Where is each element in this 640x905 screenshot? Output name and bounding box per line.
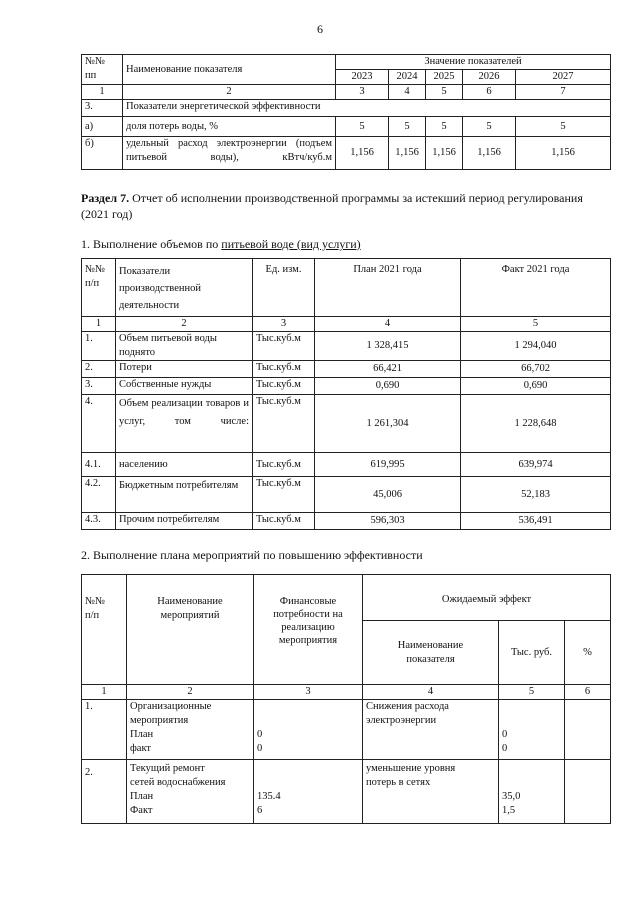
energy-indicators-table [81, 54, 611, 170]
row-indicator: уменьшение уровня потерь в сетях [363, 760, 499, 824]
row-num: 3. [82, 378, 116, 395]
column-number: 3 [253, 317, 315, 332]
header-percent: % [565, 621, 611, 685]
row-name: Прочим потребителям [116, 513, 253, 530]
header-num: №№ п/п [82, 259, 116, 317]
column-number: 1 [82, 317, 116, 332]
column-number: 6 [463, 85, 516, 100]
row-fact: 66,702 [461, 361, 611, 378]
row-fact: 0,690 [461, 378, 611, 395]
column-number: 4 [389, 85, 426, 100]
volumes-heading [81, 236, 610, 252]
header-indicator-name: Наименование показателя [123, 55, 336, 85]
header-fact: Факт 2021 года [461, 259, 611, 317]
row-unit: Тыс.куб.м [253, 378, 315, 395]
efficiency-heading: 2. Выполнение плана мероприятий по повышению эффективности [81, 548, 423, 562]
header-row [82, 259, 611, 317]
row-indicator: Снижения расхода электроэнергии [363, 700, 499, 760]
row-percent [565, 760, 611, 824]
row-plan: 596,303 [315, 513, 461, 530]
row-value: 5 [336, 117, 389, 137]
header-indicator: Наименование показателя [363, 621, 499, 685]
header-plan: План 2021 года [315, 259, 461, 317]
row-fact: 1 228,648 [461, 395, 611, 453]
table-row [82, 453, 611, 477]
row-value: 5 [426, 117, 463, 137]
header-thousand-rub: Тыс. руб. [499, 621, 565, 685]
row-financing: 0 0 [254, 700, 363, 760]
table-row [82, 513, 611, 530]
row-value: 1,156 [426, 137, 463, 170]
column-number: 5 [499, 685, 565, 700]
table-row [82, 760, 611, 824]
column-number: 7 [516, 85, 611, 100]
row-value: 1,156 [389, 137, 426, 170]
section7-paragraph [81, 190, 610, 222]
row-value: 1,156 [463, 137, 516, 170]
row-unit: Тыс.куб.м [253, 453, 315, 477]
row-num: 4.2. [82, 477, 116, 513]
row-num: 1. [82, 700, 127, 760]
row-num: 2. [82, 361, 116, 378]
column-number: 2 [116, 317, 253, 332]
column-number: 4 [363, 685, 499, 700]
header-num: №№ пп [82, 55, 123, 85]
row-name: Объем питьевой воды поднято [116, 332, 253, 361]
header-num: №№ п/п [82, 575, 127, 685]
production-volumes-table [81, 258, 611, 530]
row-percent [565, 700, 611, 760]
row-plan: 619,995 [315, 453, 461, 477]
page-number: 6 [317, 22, 323, 36]
table-row [82, 378, 611, 395]
row-num: 4.3. [82, 513, 116, 530]
column-number: 4 [315, 317, 461, 332]
row-num: 2. [82, 760, 127, 824]
table-row [82, 700, 611, 760]
row-plan: 1 261,304 [315, 395, 461, 453]
section7-title: Отчет об исполнении производственной программы за истекший период регулирования (2021 год) [81, 191, 583, 221]
section-title: Показатели энергетической эффективности [123, 100, 611, 117]
row-thousand-rub: 0 0 [499, 700, 565, 760]
row-fact: 1 294,040 [461, 332, 611, 361]
row-num: 1. [82, 332, 116, 361]
column-numbers-row [82, 85, 611, 100]
table-row [82, 117, 611, 137]
row-value: 5 [389, 117, 426, 137]
header-indicators: Показатели производственной деятельности [116, 259, 253, 317]
row-fact: 52,183 [461, 477, 611, 513]
table-row [82, 137, 611, 170]
header-year: 2027 [516, 70, 611, 85]
row-value: 5 [463, 117, 516, 137]
row-unit: Тыс.куб.м [253, 513, 315, 530]
header-year: 2023 [336, 70, 389, 85]
row-name: Потери [116, 361, 253, 378]
header-values: Значение показателей [336, 55, 611, 70]
row-fact: 536,491 [461, 513, 611, 530]
row-unit: Тыс.куб.м [253, 332, 315, 361]
row-name: населению [116, 453, 253, 477]
header-expected-effect: Ожидаемый эффект [363, 575, 611, 621]
column-number: 1 [82, 85, 123, 100]
header-unit: Ед. изм. [253, 259, 315, 317]
row-plan: 1 328,415 [315, 332, 461, 361]
row-measure: Организационные мероприятия План факт [127, 700, 254, 760]
row-name: удельный расход электроэнергии (подъем питьевой воды), кВтч/куб.м [123, 137, 336, 170]
row-plan: 66,421 [315, 361, 461, 378]
section-num: 3. [82, 100, 123, 117]
header-financing: Финансовые потребности на реализацию мероприятия [254, 575, 363, 685]
column-numbers-row [82, 685, 611, 700]
table-row [82, 361, 611, 378]
row-financing: 135.4 6 [254, 760, 363, 824]
row-name: Объем реализации товаров и услуг, том числе: [116, 395, 253, 453]
row-unit: Тыс.куб.м [253, 395, 315, 453]
column-number: 6 [565, 685, 611, 700]
section-row [82, 100, 611, 117]
efficiency-measures-table [81, 574, 611, 824]
column-number: 2 [123, 85, 336, 100]
table-row [82, 477, 611, 513]
row-value: 5 [516, 117, 611, 137]
row-fact: 639,974 [461, 453, 611, 477]
row-plan: 45,006 [315, 477, 461, 513]
table-row [82, 395, 611, 453]
row-name: доля потерь воды, % [123, 117, 336, 137]
row-unit: Тыс.куб.м [253, 361, 315, 378]
row-plan: 0,690 [315, 378, 461, 395]
row-value: 1,156 [516, 137, 611, 170]
header-year: 2024 [389, 70, 426, 85]
volumes-heading-service: питьевой воде (вид услуги) [221, 237, 361, 251]
header-year: 2025 [426, 70, 463, 85]
header-measures: Наименование мероприятий [127, 575, 254, 685]
row-value: 1,156 [336, 137, 389, 170]
column-number: 3 [254, 685, 363, 700]
row-unit: Тыс.куб.м [253, 477, 315, 513]
header-year: 2026 [463, 70, 516, 85]
column-number: 2 [127, 685, 254, 700]
row-name: Собственные нужды [116, 378, 253, 395]
row-num: 4. [82, 395, 116, 453]
column-numbers-row [82, 317, 611, 332]
row-thousand-rub: 35,0 1,5 [499, 760, 565, 824]
row-num: а) [82, 117, 123, 137]
table-row [82, 332, 611, 361]
row-name: Бюджетным потребителям [116, 477, 253, 513]
column-number: 5 [461, 317, 611, 332]
row-measure: Текущий ремонт сетей водоснабжения План Факт [127, 760, 254, 824]
row-num: 4.1. [82, 453, 116, 477]
row-num: б) [82, 137, 123, 170]
section7-label: Раздел 7. [81, 191, 130, 205]
volumes-heading-prefix: 1. Выполнение объемов по [81, 237, 222, 251]
column-number: 1 [82, 685, 127, 700]
column-number: 3 [336, 85, 389, 100]
column-number: 5 [426, 85, 463, 100]
